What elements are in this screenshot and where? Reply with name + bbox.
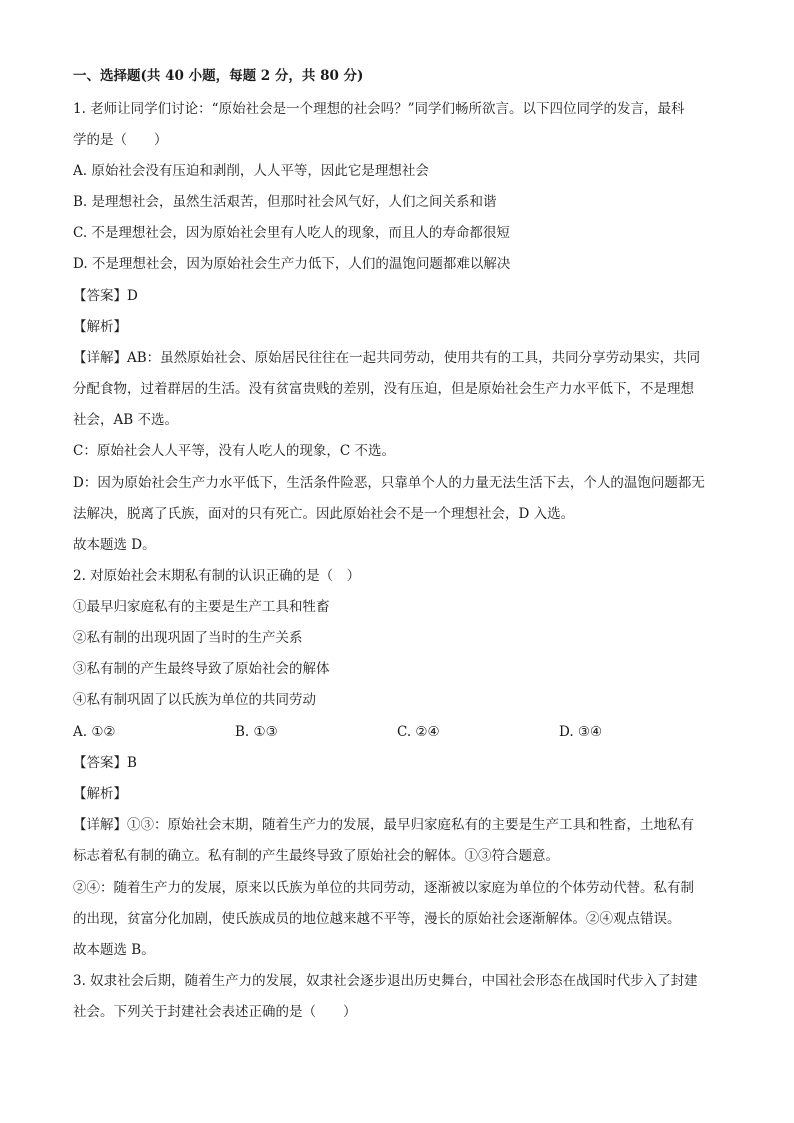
- q2-stem: 2. 对原始社会末期私有制的认识正确的是（ ）: [73, 568, 361, 584]
- q1-analysis-label: 【解析】: [73, 319, 127, 335]
- q1-detail-line4: C：原始社会人人平等，没有人吃人的现象，C 不选。: [73, 443, 395, 459]
- q1-option-d: D. 不是理想社会，因为原始社会生产力低下，人们的温饱问题都难以解决: [73, 256, 511, 272]
- q2-detail-label: 【详解】: [73, 817, 127, 833]
- q1-detail-line5: D：因为原始社会生产力水平低下，生活条件险恶，只靠单个人的力量无法生活下去，个人的温饱问题都无: [73, 475, 705, 491]
- q2-option-c: C. ②④: [397, 724, 440, 740]
- q1-answer-value: D: [127, 288, 138, 304]
- q1-detail-line1: [73, 348, 700, 368]
- q2-detail-line4: 的出现，贫富分化加剧，使氏族成员的地位越来越不平等，漫长的原始社会逐渐解体。②④观点错误。: [73, 911, 681, 927]
- q2-detail-text1: ①③：原始社会末期，随着生产力的发展，最早归家庭私有的主要是生产工具和牲畜，土地私有: [127, 817, 694, 833]
- q1-detail-text1: AB：虽然原始社会、原始居民往往在一起共同劳动，使用共有的工具，共同分享劳动果实，共同: [127, 350, 701, 366]
- q1-detail-line2: 分配食物，过着群居的生活。没有贫富贵贱的差别，没有压迫，但是原始社会生产力水平低下，不是理想: [73, 381, 694, 397]
- q1-detail-line7: 故本题选 D。: [73, 537, 156, 553]
- q1-option-b: B. 是理想社会，虽然生活艰苦，但那时社会风气好，人们之间关系和谐: [73, 194, 497, 210]
- section-heading: 一、选择题(共 40 小题，每题 2 分，共 80 分): [73, 68, 364, 84]
- q2-statement-3: ③私有制的产生最终导致了原始社会的解体: [73, 661, 330, 677]
- q1-stem-line2: 学的是（ ）: [73, 132, 168, 148]
- q2-option-a: A. ①②: [73, 724, 116, 740]
- q2-option-b: B. ①③: [235, 724, 278, 740]
- q1-answer-label: 【答案】: [73, 288, 127, 304]
- q1-answer: [73, 286, 138, 306]
- q2-detail-line3: ②④：随着生产力的发展，原来以氏族为单位的共同劳动，逐渐被以家庭为单位的个体劳动代替。私有制: [73, 880, 694, 896]
- q1-option-a: A. 原始社会没有压迫和剥削，人人平等，因此它是理想社会: [73, 163, 429, 179]
- q2-detail-line2: 标志着私有制的确立。私有制的产生最终导致了原始社会的解体。①③符合题意。: [73, 848, 559, 864]
- q1-detail-label: 【详解】: [73, 350, 127, 366]
- q2-answer-label: 【答案】: [73, 755, 127, 771]
- q1-option-c: C. 不是理想社会，因为原始社会里有人吃人的现象，而且人的寿命都很短: [73, 225, 510, 241]
- q2-detail-line1: [73, 815, 694, 835]
- q3-stem-line1: 3. 奴隶社会后期，随着生产力的发展，奴隶社会逐步退出历史舞台，中国社会形态在战国时代步入了封建: [73, 973, 698, 989]
- q2-answer-value: B: [127, 755, 137, 771]
- q1-detail-line3: 社会，AB 不选。: [73, 412, 178, 428]
- q2-option-d: D. ③④: [559, 724, 603, 740]
- q2-answer: [73, 753, 137, 773]
- q2-statement-1: ①最早归家庭私有的主要是生产工具和牲畜: [73, 599, 330, 615]
- q2-analysis-label: 【解析】: [73, 786, 127, 802]
- q2-detail-line5: 故本题选 B。: [73, 942, 155, 958]
- q2-statement-2: ②私有制的出现巩固了当时的生产关系: [73, 630, 303, 646]
- q1-stem-line1: 1. 老师让同学们讨论：“原始社会是一个理想的社会吗？”同学们畅所欲言。以下四位同学的发言，最科: [73, 101, 685, 117]
- q3-stem-line2: 社会。下列关于封建社会表述正确的是（ ）: [73, 1004, 357, 1020]
- q1-detail-line6: 法解决，脱离了氏族，面对的只有死亡。因此原始社会不是一个理想社会，D 入选。: [73, 506, 575, 522]
- q2-statement-4: ④私有制巩固了以氏族为单位的共同劳动: [73, 692, 316, 708]
